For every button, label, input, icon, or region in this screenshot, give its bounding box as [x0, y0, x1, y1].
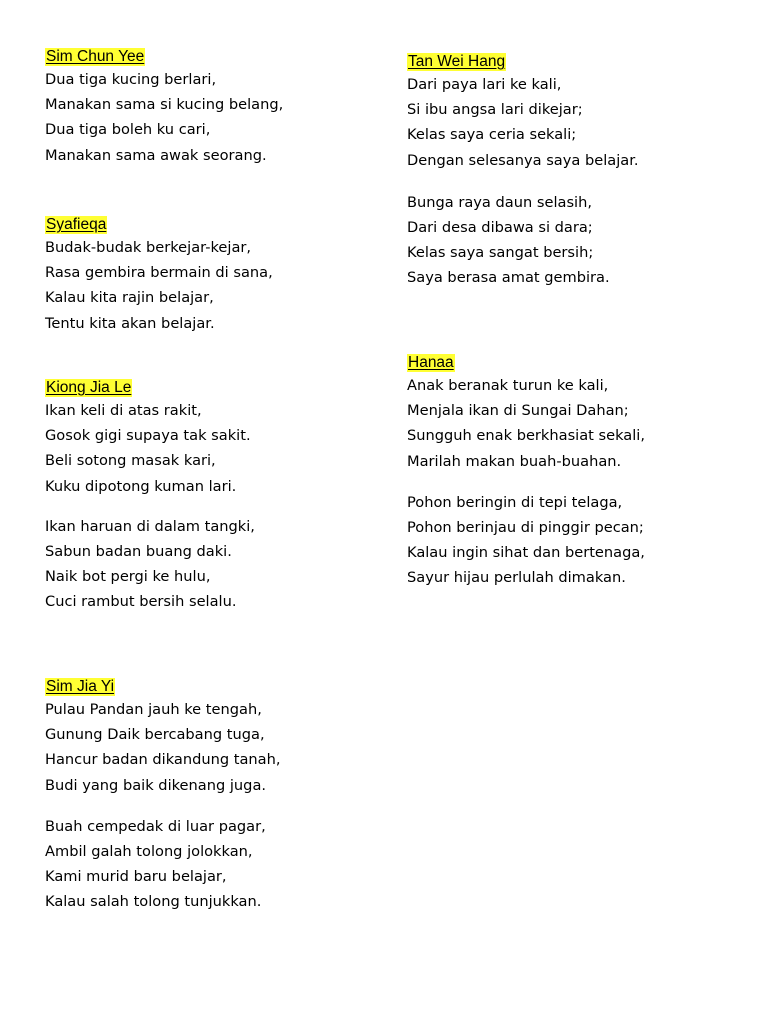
stanza — [45, 514, 255, 615]
stanza — [45, 67, 283, 168]
poem-line: Marilah makan buah-buahan. — [407, 452, 622, 470]
poem-line: Kelas saya sangat bersih; — [407, 244, 594, 262]
poem-line: Naik bot pergi ke hulu, — [45, 568, 211, 586]
poem-line: Sungguh enak berkhasiat sekali, — [407, 427, 646, 445]
poem-line: Kalau ingin sihat dan bertenaga, — [407, 544, 645, 562]
poem-line: Dari desa dibawa si dara; — [407, 219, 593, 237]
stanza — [407, 490, 645, 591]
poem-line: Kami murid baru belajar, — [45, 868, 227, 886]
poem-block — [407, 352, 645, 591]
poem-line: Bunga raya daun selasih, — [407, 193, 592, 211]
poem-line: Gosok gigi supaya tak sakit. — [45, 427, 251, 445]
poem-line: Manakan sama awak seorang. — [45, 146, 267, 164]
poem-block — [45, 377, 255, 615]
poem-block — [45, 214, 273, 336]
poem-block — [45, 676, 281, 915]
stanza — [45, 814, 281, 915]
poem-line: Ikan haruan di dalam tangki, — [45, 517, 255, 535]
poem-line: Cuci rambut bersih selalu. — [45, 593, 237, 611]
poem-line: Kalau salah tolong tunjukkan. — [45, 893, 262, 911]
student-name: Hanaa — [408, 354, 454, 371]
poem-line: Anak beranak turun ke kali, — [407, 377, 609, 394]
poem-line: Sabun badan buang daki. — [45, 543, 232, 561]
student-name: Kiong Jia Le — [46, 379, 132, 396]
poem-line: Kalau kita rajin belajar, — [45, 289, 214, 307]
poem-line: Gunung Daik bercabang tuga, — [45, 726, 265, 744]
poem-line: Hancur badan dikandung tanah, — [45, 751, 281, 769]
poem-line: Dua tiga kucing berlari, — [45, 71, 217, 88]
poem-line: Si ibu angsa lari dikejar; — [407, 101, 583, 119]
poem-line: Rasa gembira bermain di sana, — [45, 264, 273, 282]
stanza — [45, 398, 255, 499]
stanza — [407, 190, 639, 291]
stanza — [45, 235, 273, 336]
poem-block — [407, 51, 639, 291]
student-name: Sim Jia Yi — [46, 678, 115, 695]
poem-line: Ikan keli di atas rakit, — [45, 402, 202, 419]
poem-line: Dua tiga boleh ku cari, — [45, 121, 211, 139]
poem-line: Budak-budak berkejar-kejar, — [45, 239, 252, 256]
poem-line: Menjala ikan di Sungai Dahan; — [407, 402, 629, 420]
stanza — [407, 72, 639, 173]
poem-line: Manakan sama si kucing belang, — [45, 96, 284, 114]
poem-line: Budi yang baik dikenang juga. — [45, 776, 267, 794]
stanza — [45, 697, 281, 798]
poem-line: Pohon berinjau di pinggir pecan; — [407, 519, 644, 537]
student-name: Syafieqa — [46, 216, 107, 233]
student-name: Sim Chun Yee — [46, 48, 145, 65]
poem-line: Beli sotong masak kari, — [45, 452, 216, 470]
poem-line: Dari paya lari ke kali, — [407, 76, 562, 93]
poem-line: Pohon beringin di tepi telaga, — [407, 493, 623, 511]
poem-line: Buah cempedak di luar pagar, — [45, 817, 266, 835]
student-name: Tan Wei Hang — [408, 53, 506, 70]
poem-line: Sayur hijau perlulah dimakan. — [407, 569, 626, 587]
poem-line: Pulau Pandan jauh ke tengah, — [45, 701, 262, 718]
poem-line: Ambil galah tolong jolokkan, — [45, 843, 253, 861]
poem-line: Dengan selesanya saya belajar. — [407, 151, 639, 169]
stanza — [407, 373, 645, 474]
poem-block — [45, 46, 283, 168]
poem-line: Tentu kita akan belajar. — [45, 314, 215, 332]
poem-line: Saya berasa amat gembira. — [407, 269, 610, 287]
poem-line: Kelas saya ceria sekali; — [407, 126, 577, 144]
poem-line: Kuku dipotong kuman lari. — [45, 477, 237, 495]
